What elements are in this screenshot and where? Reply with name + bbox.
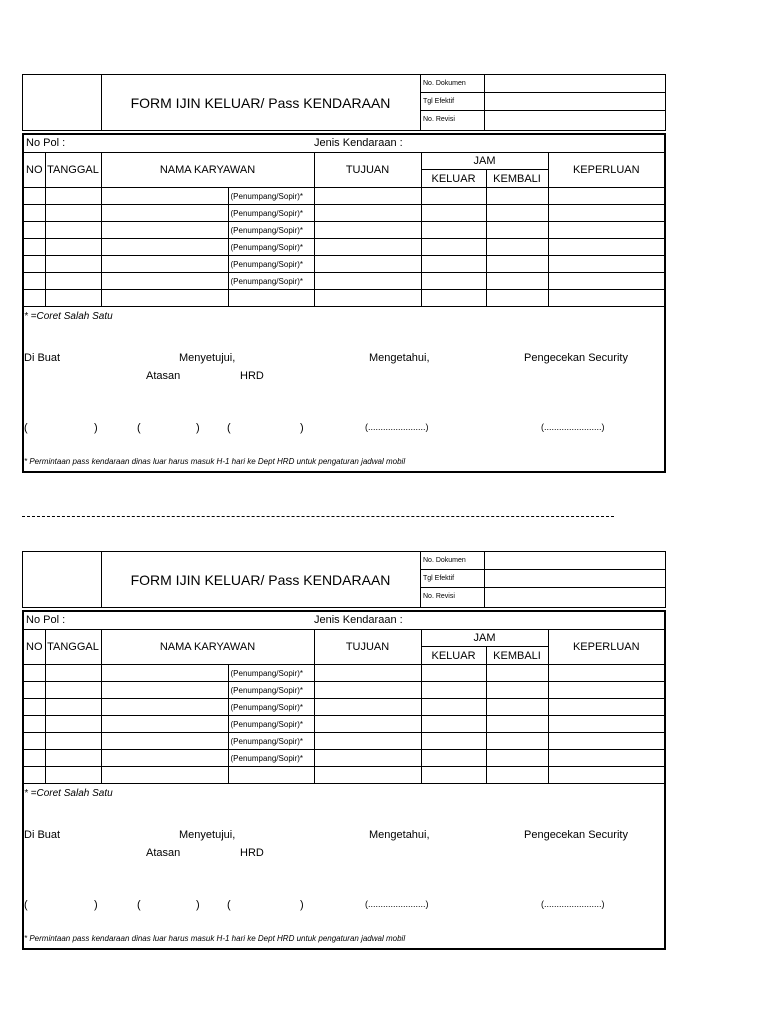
plate-number-label: No Pol : bbox=[26, 614, 66, 626]
passenger-type-cell: (Penumpang/Sopir)* bbox=[228, 665, 314, 682]
table-row bbox=[24, 290, 664, 307]
strike-note: * =Coret Salah Satu bbox=[24, 788, 113, 799]
plate-number-label: No Pol : bbox=[26, 137, 66, 149]
effective-date-value bbox=[485, 570, 665, 587]
logo-cell bbox=[23, 75, 102, 130]
signature-paren: ( bbox=[227, 422, 231, 434]
signature-paren: ) bbox=[196, 899, 200, 911]
menyetujui-label: Menyetujui, bbox=[179, 829, 236, 841]
mengetahui-label: Mengetahui, bbox=[369, 829, 430, 841]
passenger-type-cell: (Penumpang/Sopir)* bbox=[228, 716, 314, 733]
cut-line bbox=[22, 516, 614, 517]
revision-value bbox=[485, 111, 665, 130]
security-signature-line: (.......................) bbox=[541, 899, 605, 909]
table-row bbox=[24, 222, 664, 239]
col-nama-karyawan: NAMA KARYAWAN bbox=[101, 629, 314, 665]
doc-number-label: No. Dokumen bbox=[420, 75, 485, 92]
col-nama-karyawan: NAMA KARYAWAN bbox=[101, 152, 314, 188]
col-tanggal: TANGGAL bbox=[45, 152, 101, 188]
table-row bbox=[24, 256, 664, 273]
mengetahui-label: Mengetahui, bbox=[369, 352, 430, 364]
table-row bbox=[24, 767, 664, 784]
document-info bbox=[420, 552, 665, 607]
col-keperluan: KEPERLUAN bbox=[548, 152, 664, 188]
table-row bbox=[24, 665, 664, 682]
table-row bbox=[24, 205, 664, 222]
table-row bbox=[24, 682, 664, 699]
col-tujuan: TUJUAN bbox=[314, 152, 421, 188]
form-body bbox=[22, 133, 666, 473]
logo-cell bbox=[23, 552, 102, 607]
col-keperluan: KEPERLUAN bbox=[548, 629, 664, 665]
signature-section bbox=[24, 788, 664, 948]
passenger-type-cell: (Penumpang/Sopir)* bbox=[228, 222, 314, 239]
signature-section bbox=[24, 311, 664, 471]
effective-date-label: Tgl Efektif bbox=[420, 93, 485, 110]
signature-paren: ( bbox=[137, 422, 141, 434]
form-header bbox=[22, 551, 666, 608]
form-header bbox=[22, 74, 666, 131]
doc-number-value bbox=[485, 75, 665, 92]
signature-paren: ( bbox=[24, 899, 28, 911]
form-body bbox=[22, 610, 666, 950]
col-jam: JAM bbox=[421, 629, 548, 647]
signature-paren: ( bbox=[137, 899, 141, 911]
passenger-type-cell: (Penumpang/Sopir)* bbox=[228, 682, 314, 699]
col-keluar: KELUAR bbox=[421, 170, 486, 188]
document-info bbox=[420, 75, 665, 130]
revision-label: No. Revisi bbox=[420, 111, 485, 130]
di-buat-label: Di Buat bbox=[24, 829, 61, 841]
hrd-label: HRD bbox=[240, 370, 264, 382]
table-row bbox=[24, 716, 664, 733]
signature-paren: ) bbox=[94, 422, 98, 434]
atasan-label: Atasan bbox=[146, 847, 181, 859]
col-keluar: KELUAR bbox=[421, 647, 486, 665]
passenger-type-cell: (Penumpang/Sopir)* bbox=[228, 239, 314, 256]
vehicle-type-label: Jenis Kendaraan : bbox=[314, 137, 403, 149]
form-title: FORM IJIN KELUAR/ Pass KENDARAAN bbox=[101, 75, 421, 130]
col-tujuan: TUJUAN bbox=[314, 629, 421, 665]
passenger-table bbox=[24, 152, 664, 307]
table-row bbox=[24, 699, 664, 716]
strike-note: * =Coret Salah Satu bbox=[24, 311, 113, 322]
security-label: Pengecekan Security bbox=[524, 352, 628, 364]
signature-paren: ( bbox=[24, 422, 28, 434]
vehicle-type-label: Jenis Kendaraan : bbox=[314, 614, 403, 626]
footnote: * Permintaan pass kendaraan dinas luar harus masuk H-1 hari ke Dept HRD untuk pengaturan jadwal mobil bbox=[24, 457, 406, 466]
table-row bbox=[24, 273, 664, 290]
table-row bbox=[24, 733, 664, 750]
signature-paren: ) bbox=[94, 899, 98, 911]
revision-value bbox=[485, 588, 665, 607]
col-kembali: KEMBALI bbox=[486, 170, 548, 188]
effective-date-value bbox=[485, 93, 665, 110]
form-title: FORM IJIN KELUAR/ Pass KENDARAAN bbox=[101, 552, 421, 607]
col-tanggal: TANGGAL bbox=[45, 629, 101, 665]
col-no: NO bbox=[24, 629, 45, 665]
table-row bbox=[24, 239, 664, 256]
passenger-type-cell: (Penumpang/Sopir)* bbox=[228, 188, 314, 205]
revision-label: No. Revisi bbox=[420, 588, 485, 607]
passenger-type-cell: (Penumpang/Sopir)* bbox=[228, 256, 314, 273]
doc-number-label: No. Dokumen bbox=[420, 552, 485, 569]
footnote: * Permintaan pass kendaraan dinas luar harus masuk H-1 hari ke Dept HRD untuk pengaturan jadwal mobil bbox=[24, 934, 406, 943]
passenger-table bbox=[24, 629, 664, 784]
menyetujui-label: Menyetujui, bbox=[179, 352, 236, 364]
col-no: NO bbox=[24, 152, 45, 188]
mengetahui-signature-line: (.......................) bbox=[365, 422, 429, 432]
signature-paren: ( bbox=[227, 899, 231, 911]
passenger-type-cell: (Penumpang/Sopir)* bbox=[228, 733, 314, 750]
vehicle-info-row bbox=[24, 612, 664, 630]
security-signature-line: (.......................) bbox=[541, 422, 605, 432]
signature-paren: ) bbox=[300, 422, 304, 434]
di-buat-label: Di Buat bbox=[24, 352, 61, 364]
security-label: Pengecekan Security bbox=[524, 829, 628, 841]
hrd-label: HRD bbox=[240, 847, 264, 859]
atasan-label: Atasan bbox=[146, 370, 181, 382]
signature-paren: ) bbox=[300, 899, 304, 911]
table-row bbox=[24, 750, 664, 767]
col-jam: JAM bbox=[421, 152, 548, 170]
col-kembali: KEMBALI bbox=[486, 647, 548, 665]
vehicle-info-row bbox=[24, 135, 664, 153]
mengetahui-signature-line: (.......................) bbox=[365, 899, 429, 909]
passenger-type-cell: (Penumpang/Sopir)* bbox=[228, 699, 314, 716]
doc-number-value bbox=[485, 552, 665, 569]
signature-paren: ) bbox=[196, 422, 200, 434]
passenger-type-cell: (Penumpang/Sopir)* bbox=[228, 750, 314, 767]
effective-date-label: Tgl Efektif bbox=[420, 570, 485, 587]
table-row bbox=[24, 188, 664, 205]
passenger-type-cell: (Penumpang/Sopir)* bbox=[228, 205, 314, 222]
passenger-type-cell: (Penumpang/Sopir)* bbox=[228, 273, 314, 290]
